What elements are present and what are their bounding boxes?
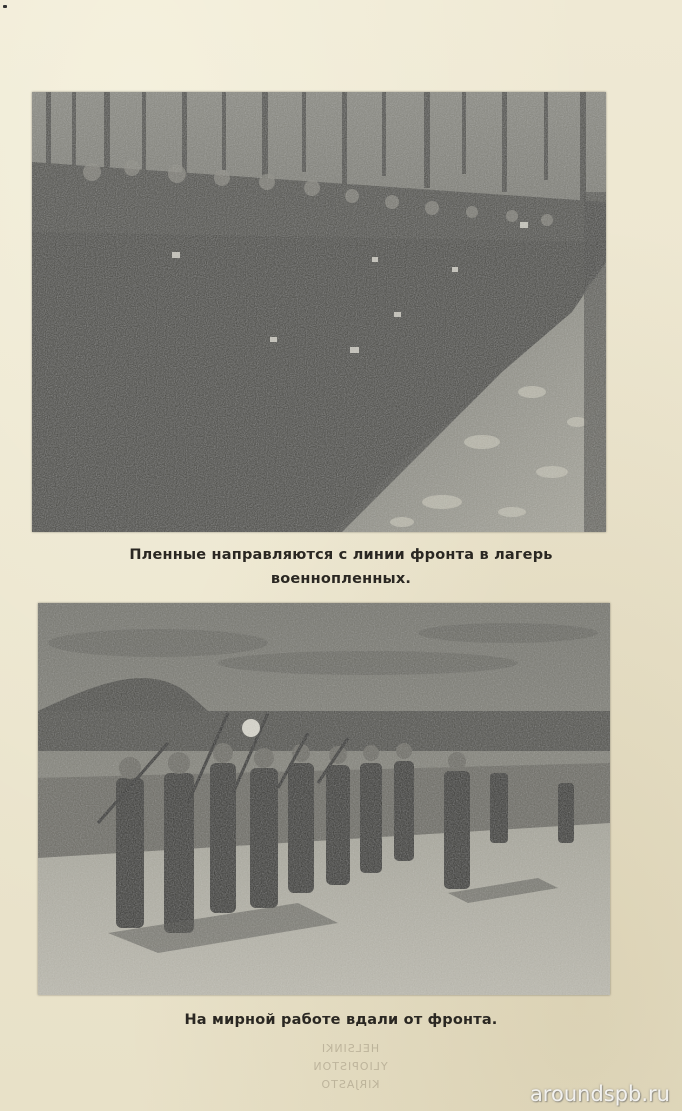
photo-prisoners-column xyxy=(32,92,606,532)
watermark: aroundspb.ru xyxy=(529,1082,670,1106)
caption-prisoners-line2: военнопленных. xyxy=(270,571,412,587)
reverse-side-stamp-bleed xyxy=(260,1040,440,1094)
ink-speck xyxy=(3,5,7,8)
caption-prisoners-line1: Пленные направляются с линии фронта в лагерь xyxy=(129,547,553,563)
caption-peaceful-work: На мирной работе вдали от фронта. xyxy=(184,1012,498,1028)
photo-peaceful-work xyxy=(38,603,610,995)
photo-peaceful-work-image xyxy=(38,603,610,995)
bleed-line3: KIRJASTO xyxy=(320,1078,380,1091)
bleed-line2: YLIOPISTON xyxy=(312,1060,388,1073)
bleed-line1: HELSINKI xyxy=(320,1042,380,1055)
caption-prisoners xyxy=(0,543,682,591)
photo-prisoners-image xyxy=(32,92,606,532)
